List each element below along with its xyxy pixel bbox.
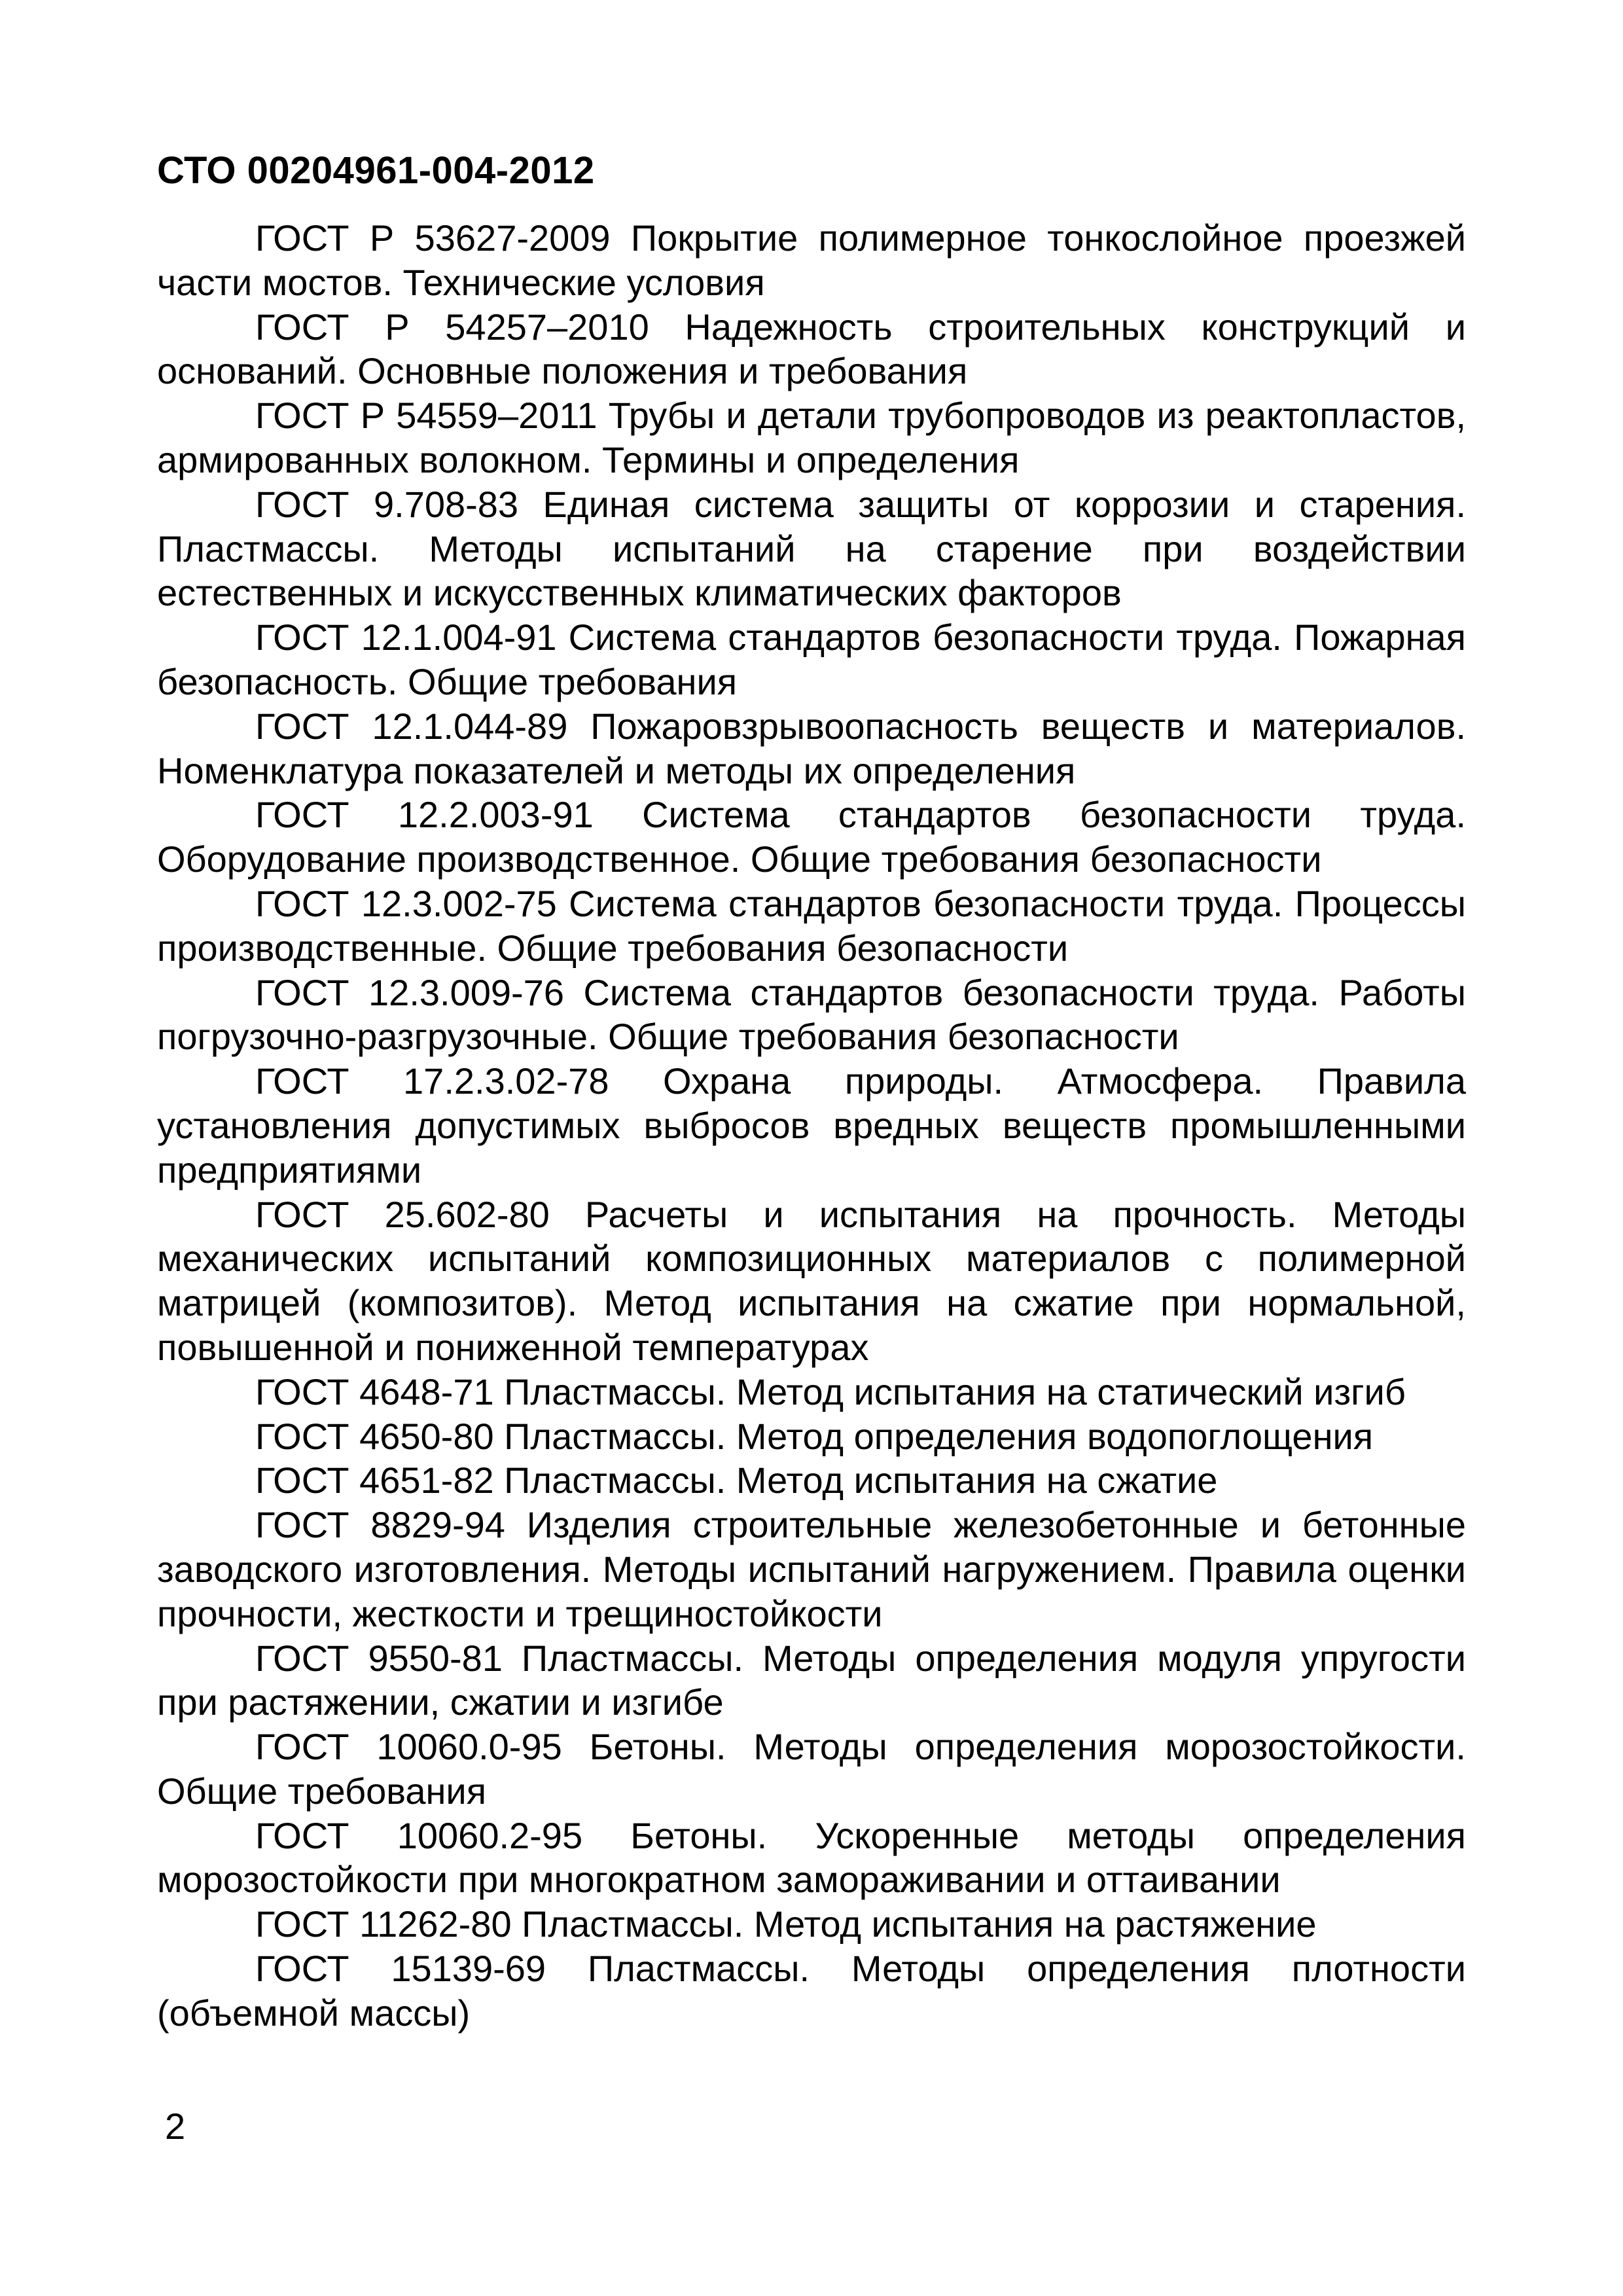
reference-item: ГОСТ 4648-71 Пластмассы. Метод испытания на статический изгиб: [255, 1371, 1406, 1412]
reference-item: ГОСТ 9.708-83 Единая система защиты от коррозии и старения. Пластмассы. Методы испытаний на старение при воздействии естественных и искусственных климатических факторов: [157, 483, 1466, 614]
reference-item: ГОСТ 12.2.003-91 Система стандартов безопасности труда. Оборудование производственное. Общие требования безопасности: [157, 794, 1466, 880]
reference-item: ГОСТ Р 54559–2011 Трубы и детали трубопроводов из реактопластов, армированных волокном. Термины и определения: [157, 395, 1466, 480]
reference-item: ГОСТ 10060.2-95 Бетоны. Ускоренные методы определения морозостойкости при многократном замораживании и оттаивании: [157, 1814, 1466, 1901]
reference-item: ГОСТ 15139-69 Пластмассы. Методы определения плотности (объемной массы): [157, 1948, 1466, 2034]
reference-item: ГОСТ 4651-82 Пластмассы. Метод испытания на сжатие: [255, 1460, 1218, 1501]
reference-item: ГОСТ 25.602-80 Расчеты и испытания на прочность. Методы механических испытаний композиционных материалов с полимерной матрицей (композитов). Метод испытания на сжатие при нормальной, повышенной и пониженной температурах: [157, 1193, 1466, 1368]
reference-item: ГОСТ 12.1.044-89 Пожаровзрывоопасность веществ и материалов. Номенклатура показателей и методы их определения: [157, 705, 1466, 791]
reference-item: ГОСТ Р 53627-2009 Покрытие полимерное тонкослойное проезжей части мостов. Технические условия: [157, 217, 1466, 303]
reference-item: ГОСТ Р 54257–2010 Надежность строительных конструкций и оснований. Основные положения и требования: [157, 306, 1466, 392]
reference-item: ГОСТ 9550-81 Пластмассы. Методы определения модуля упругости при растяжении, сжатии и изгибе: [157, 1637, 1466, 1723]
document-header: СТО 00204961-004-2012: [157, 149, 595, 192]
reference-item: ГОСТ 17.2.3.02-78 Охрана природы. Атмосфера. Правила установления допустимых выбросов вредных веществ промышленными предприятиями: [157, 1060, 1466, 1191]
reference-item: ГОСТ 4650-80 Пластмассы. Метод определения водопоглощения: [255, 1415, 1374, 1457]
page-number: 2: [165, 2106, 186, 2147]
reference-item: ГОСТ 8829-94 Изделия строительные железобетонные и бетонные заводского изготовления. Методы испытаний нагружением. Правила оценки прочности, жесткости и трещиностойкости: [157, 1504, 1466, 1634]
reference-item: ГОСТ 12.3.002-75 Система стандартов безопасности труда. Процессы производственные. Общие требования безопасности: [157, 882, 1466, 969]
reference-item: ГОСТ 12.3.009-76 Система стандартов безопасности труда. Работы погрузочно-разгрузочные. Общие требования безопасности: [157, 971, 1466, 1058]
reference-item: ГОСТ 12.1.004-91 Система стандартов безопасности труда. Пожарная безопасность. Общие требования: [157, 617, 1466, 702]
reference-list: [157, 216, 1466, 2036]
reference-item: ГОСТ 11262-80 Пластмассы. Метод испытания на растяжение: [255, 1903, 1317, 1945]
reference-item: ГОСТ 10060.0-95 Бетоны. Методы определения морозостойкости. Общие требования: [157, 1726, 1466, 1812]
